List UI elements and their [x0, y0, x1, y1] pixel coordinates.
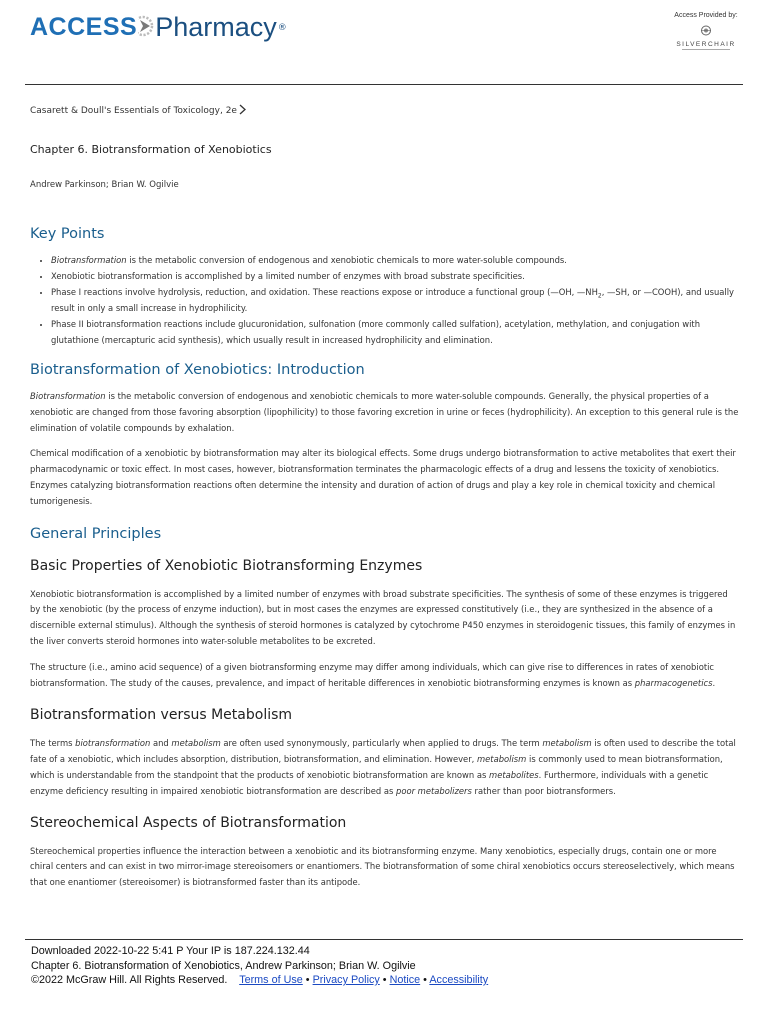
breadcrumb-book[interactable]: Casarett & Doull's Essentials of Toxicology, 2e: [30, 106, 237, 116]
list-item: [51, 252, 740, 268]
list-item: [51, 316, 740, 348]
logo-access-text: ACCESS: [30, 13, 138, 41]
accessibility-link[interactable]: Accessibility: [429, 974, 489, 986]
paragraph-text: is the metabolic conversion of endogenous and xenobiotic chemicals to more water-soluble compounds. Generally, the physical properties of a xenobiotic are changed from those favoring absorption (lipophilicity) to those favoring excretion in urine or feces (hydrophilicity). An exception to this general rule is the elimination of volatile compounds by exhalation.: [30, 391, 739, 433]
chapter-authors: Andrew Parkinson; Brian W. Ogilvie: [30, 180, 179, 190]
page-header: [0, 0, 768, 84]
paragraph-text: and: [150, 738, 172, 749]
provider-tagline-rule: [682, 49, 730, 50]
access-provider: [670, 12, 742, 50]
list-item: [51, 284, 740, 316]
key-term: metabolism: [476, 754, 527, 765]
paragraph-text: are often used synonymously, particularly when applied to drugs. The term: [220, 738, 543, 749]
key-term: pharmacogenetics: [634, 677, 713, 688]
biotransformation-vs-metabolism-heading: Biotransformation versus Metabolism: [30, 707, 293, 724]
basic-properties-heading: Basic Properties of Xenobiotic Biotransforming Enzymes: [30, 557, 423, 574]
key-term: metabolism: [542, 738, 592, 749]
access-provided-label: Access Provided by:: [674, 12, 738, 19]
basic-properties-paragraph-1: Xenobiotic biotransformation is accomplished by a limited number of enzymes with broad substrate specificities. The synthesis of some of these enzymes is triggered by the xenobiotic (by the process of enzyme induction), but in most cases the enzymes are expressed constitutively (i.e., they are synthesized in the absence of a discernible external stimulus). Although the synthesis of steroid hormones is catalyzed by cytochrome P450 enzymes in steroidogenic tissues, this family of enzymes in the liver converts steroid hormones into water-soluble metabolites to be excreted.: [30, 588, 736, 646]
stereochemical-aspects-paragraph: Stereochemical properties influence the interaction between a xenobiotic and its biotransforming enzyme. Many xenobiotics, especially drugs, contain one or more chiral centers and can exist in two mirror-image stereoisomers or enantiomers. The biotransformation of some chiral xenobiotics occurs stereoselectively, which means that one enantiomer (stereoisomer) is biotransformed faster than its antipode.: [30, 845, 735, 888]
list-item-text: Xenobiotic biotransformation is accomplished by a limited number of enzymes with broad substrate specificities.: [51, 271, 525, 281]
footer-divider: [25, 939, 743, 940]
silverchair-emblem-icon: [670, 21, 742, 40]
article-content: [30, 100, 740, 891]
page-footer: [31, 944, 488, 988]
key-points-heading: Key Points: [30, 226, 105, 242]
footer-legal: [31, 973, 488, 988]
key-term: poor metabolizers: [396, 785, 472, 796]
list-item-text: , —SH, or —COOH), and usually result in only a small increase in hydrophilicity.: [51, 287, 735, 313]
download-info: Downloaded 2022-10-22 5:41 P Your IP is 187.224.132.44: [31, 945, 310, 957]
paragraph-text: . Furthermore, individuals with a genetic enzyme deficiency resulting in impaired xenobiotic biotransformation are described as: [30, 769, 709, 796]
registered-mark: ®: [277, 22, 287, 33]
paragraph-text: The terms: [30, 738, 76, 749]
chapter-title: Chapter 6. Biotransformation of Xenobiotics: [30, 143, 272, 156]
general-principles-heading: General Principles: [30, 525, 162, 542]
breadcrumb[interactable]: [30, 104, 740, 118]
chevron-right-icon: [239, 104, 246, 118]
separator: •: [379, 974, 390, 986]
privacy-policy-link[interactable]: Privacy Policy: [312, 974, 380, 986]
separator: •: [302, 974, 313, 986]
list-item-text: Phase II biotransformation reactions include glucuronidation, sulfonation (more commonly called sulfation), acetylation, methylation, and conjugation with glutathione (mercapturic acid synthesis), which usually result in increased hydrophilicity and elimination.: [51, 319, 700, 345]
list-item-text: Phase I reactions involve hydrolysis, reduction, and oxidation. These reactions expose or introduce a functional group (—OH, —NH: [51, 287, 598, 297]
basic-properties-paragraph-2: [30, 660, 740, 692]
paragraph-text: is commonly used to mean biotransformation, which is understandable from the standpoint that the products of xenobiotic biotransformation are known as: [30, 754, 723, 780]
list-item-text: is the metabolic conversion of endogenous and xenobiotic chemicals to more water-soluble compounds.: [126, 255, 567, 265]
key-term: Biotransformation: [51, 255, 127, 265]
intro-paragraph-1: [30, 389, 740, 436]
terms-of-use-link[interactable]: Terms of Use: [239, 974, 303, 986]
biotransformation-vs-metabolism-paragraph: [30, 736, 740, 799]
notice-link[interactable]: Notice: [389, 974, 421, 986]
stereochemical-aspects-heading: Stereochemical Aspects of Biotransformation: [30, 814, 347, 831]
copyright: ©2022 McGraw Hill. All Rights Reserved.: [31, 974, 228, 986]
accesspharmacy-logo[interactable]: [30, 12, 287, 43]
key-term: biotransformation: [75, 738, 151, 749]
paragraph-text: The structure (i.e., amino acid sequence) of a given biotransforming enzyme may differ among individuals, which can give rise to differences in rates of xenobiotic biotransformation. The study of the causes, prevalence, and impact of heritable differences in xenobiotic biotransforming enzymes is known as: [30, 661, 715, 688]
provider-name: SILVERCHAIR: [676, 41, 736, 48]
paragraph-text: rather than poor biotransformers.: [471, 785, 616, 796]
key-term: metabolites: [489, 769, 539, 780]
paragraph-text: .: [712, 677, 716, 688]
key-term: Biotransformation: [30, 391, 106, 401]
intro-heading: Biotransformation of Xenobiotics: Introduction: [30, 362, 365, 378]
logo-pharmacy-text: Pharmacy: [155, 12, 277, 42]
intro-paragraph-2: Chemical modification of a xenobiotic by biotransformation may alter its biological effects. Some drugs undergo biotransformation to active metabolites that exert their pharmacodynamic or toxic effect. In most cases, however, biotransformation terminates the pharmacologic effects of a drug and lessens the toxicity of xenobiotics. Enzymes catalyzing biotransformation reactions often determine the intensity and duration of action of drugs and play a key role in chemical toxicity and chemical tumorigenesis.: [30, 448, 736, 506]
subscript: 2: [597, 292, 602, 300]
header-divider: [25, 84, 743, 85]
gear-icon: [138, 13, 154, 43]
paragraph-text: is often used to describe the total fate of a xenobiotic, which includes absorption, distribution, biotransformation, and elimination. However,: [30, 738, 736, 765]
separator: •: [420, 974, 430, 986]
key-points-list: [30, 252, 740, 348]
list-item: [51, 268, 740, 284]
citation: Chapter 6. Biotransformation of Xenobiotics, Andrew Parkinson; Brian W. Ogilvie: [31, 959, 416, 972]
key-term: metabolism: [171, 738, 221, 749]
